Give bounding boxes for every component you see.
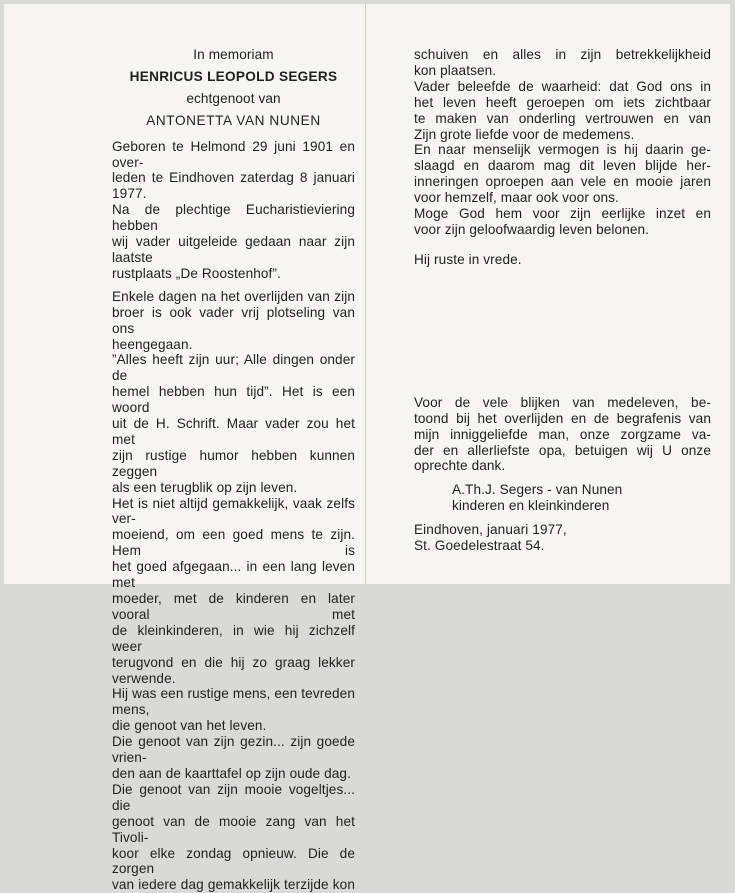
text-line: rustplaats „De Roostenhof”.: [112, 265, 281, 281]
text-line: Hij was een rustige mens, een tevreden mens,: [112, 686, 355, 718]
text-line: genoot van de mooie zang van het Tivoli-: [112, 813, 355, 845]
text-line: slaagd en daarom mag dit leven blijde her-: [414, 158, 711, 174]
place-date: Eindhoven, januari 1977,: [414, 522, 567, 538]
eulogy-paragraph: [112, 289, 355, 893]
text-line: ”Alles heeft zijn uur; Alle dingen onder de: [112, 352, 355, 384]
signature-block: [414, 482, 711, 514]
text-line: Voor de vele blijken van medeleven, be-: [414, 394, 711, 410]
text-line: Enkele dagen na het overlijden van zijn: [112, 288, 355, 304]
text-line: het leven heeft geroepen om iets zichtbaar: [414, 94, 711, 110]
in-memoriam-heading: In memoriam: [193, 47, 274, 62]
text-line: den aan de kaarttafel op zijn oude dag.: [112, 765, 351, 781]
text-line: moeder, met de kinderen en later vooral met: [112, 591, 355, 622]
text-line: het goed afgegaan... in een lang leven met: [112, 559, 355, 591]
text-line: inneringen oproepen aan vele en mooie jaren: [414, 174, 711, 190]
spouse-of-label: echtgenoot van: [186, 90, 281, 106]
text-line: Geboren te Helmond 29 juni 1901 en over-: [112, 138, 355, 170]
text-line: terugvond en die hij zo graag lekker verwende.: [112, 654, 355, 686]
text-line: zijn rustige humor hebben kunnen zeggen: [112, 447, 355, 479]
text-line: te maken van onderling vertrouwen en van: [414, 110, 711, 126]
text-line: Het is niet altijd gemakkelijk, vaak zelfs ver-: [112, 495, 355, 527]
deceased-name: HENRICUS LEOPOLD SEGERS: [129, 68, 338, 84]
text-line: En naar menselijk vermogen is hij daarin ge-: [414, 142, 711, 158]
text-line: Vader beleefde de waarheid: dat God ons in: [414, 78, 711, 94]
text-line: der en allerliefste opa, betuigen wij U onze: [414, 442, 711, 458]
text-line: toond bij het overlijden en de begrafenis van: [414, 410, 711, 426]
text-line: wij vader uitgeleide gedaan naar zijn laatste: [112, 234, 355, 265]
text-line: hemel hebben hun tijd”. Het is een woord: [112, 384, 355, 416]
text-line: van iedere dag gemakkelijk terzijde kon: [112, 877, 355, 893]
text-line: Die genoot van zijn gezin... zijn goede vrien-: [112, 734, 355, 766]
text-line: Die genoot van zijn mooie vogeltjes... die: [112, 781, 355, 813]
birth-death-paragraph: [112, 139, 355, 282]
address: St. Goedelestraat 54.: [414, 538, 545, 554]
text-line: als een terugblik op zijn leven.: [112, 479, 298, 495]
text-line: broer is ook vader vrij plotseling van ons: [112, 304, 355, 336]
thanks-paragraph: [414, 395, 711, 475]
text-line: Zijn grote liefde voor de medemens.: [414, 126, 635, 142]
card-fold-line: [365, 4, 366, 584]
text-line: die genoot van het leven.: [112, 718, 267, 734]
text-line: voor hemzelf, maar ook voor ons.: [414, 190, 619, 206]
text-line: uit de H. Schrift. Maar vader zou het met: [112, 416, 355, 447]
rest-in-peace: Hij ruste in vrede.: [414, 251, 522, 267]
text-line: voor zijn geloofwaardig leven belonen.: [414, 221, 650, 237]
text-line: Moge God hem voor zijn eerlijke inzet en: [414, 206, 711, 222]
text-line: leden te Eindhoven zaterdag 8 januari 1977.: [112, 170, 355, 202]
text-line: oprechte dank.: [414, 458, 506, 474]
text-line: kon plaatsen.: [414, 62, 497, 78]
text-line: koor elke zondag opnieuw. Die de zorgen: [112, 845, 355, 877]
text-line: heengegaan.: [112, 336, 193, 352]
spouse-name: ANTONETTA VAN NUNEN: [146, 112, 321, 128]
text-line: Na de plechtige Eucharistieviering hebben: [112, 202, 355, 234]
text-line: mijn inniggeliefde man, onze zorgzame va-: [414, 426, 711, 442]
signature-line: kinderen en kleinkinderen: [452, 498, 610, 514]
text-line: moeiend, om een goed mens te zijn. Hem is: [112, 527, 355, 559]
text-line: schuiven en alles in zijn betrekkelijkheid: [414, 47, 711, 62]
left-page: [112, 47, 355, 893]
text-line: de kleinkinderen, in wie hij zichzelf weer: [112, 622, 355, 654]
eulogy-continuation: [414, 47, 711, 238]
signature-line: A.Th.J. Segers - van Nunen: [452, 482, 623, 498]
right-page: [414, 47, 711, 554]
